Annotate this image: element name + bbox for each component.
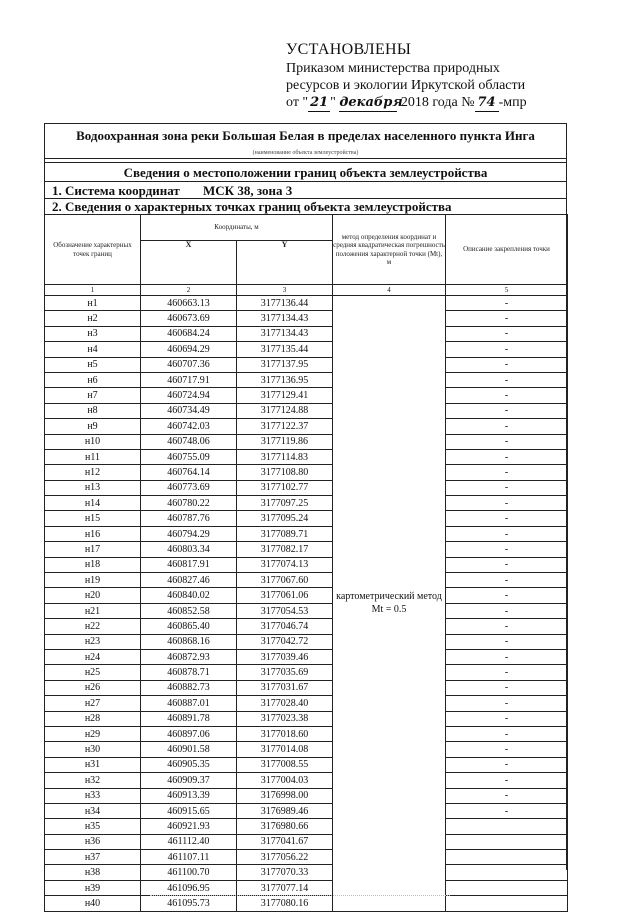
- y-coordinate-cell: 3177028.40: [237, 696, 333, 711]
- x-coordinate-cell: 460803.34: [141, 542, 237, 557]
- y-coordinate-cell: 3177014.08: [237, 742, 333, 757]
- object-caption: (наименование объекта землеустройства): [252, 150, 359, 156]
- point-id-cell: н19: [45, 573, 141, 588]
- point-id-cell: н22: [45, 619, 141, 634]
- y-coordinate-cell: 3177070.33: [237, 865, 333, 880]
- y-coordinate-cell: 3177023.38: [237, 711, 333, 726]
- description-cell: [446, 880, 568, 895]
- table-row: [45, 773, 568, 788]
- point-id-cell: н10: [45, 434, 141, 449]
- table-row: [45, 726, 568, 741]
- point-id-cell: н35: [45, 819, 141, 834]
- x-coordinate-cell: 460748.06: [141, 434, 237, 449]
- coord-system-value: МСК 38, зона 3: [203, 183, 293, 198]
- point-id-cell: н8: [45, 403, 141, 418]
- y-coordinate-cell: 3176989.46: [237, 803, 333, 818]
- coord-system-label: 1. Система координат: [52, 183, 180, 198]
- y-coordinate-cell: 3177018.60: [237, 726, 333, 741]
- table-row: [45, 634, 568, 649]
- table-row: [45, 403, 568, 418]
- x-coordinate-cell: 460717.91: [141, 372, 237, 387]
- table-row: [45, 696, 568, 711]
- point-id-cell: н27: [45, 696, 141, 711]
- description-cell: -: [446, 419, 568, 434]
- table-row: [45, 880, 568, 895]
- y-coordinate-cell: 3177046.74: [237, 619, 333, 634]
- description-cell: -: [446, 634, 568, 649]
- point-id-cell: н2: [45, 311, 141, 326]
- description-cell: -: [446, 511, 568, 526]
- divider: [44, 162, 567, 163]
- y-coordinate-cell: 3177054.53: [237, 603, 333, 618]
- point-id-cell: н25: [45, 665, 141, 680]
- description-cell: -: [446, 803, 568, 818]
- table-row: [45, 296, 568, 311]
- x-coordinate-cell: 460921.93: [141, 819, 237, 834]
- x-coordinate-cell: 460742.03: [141, 419, 237, 434]
- column-numbers-row: [45, 285, 568, 296]
- table-row: [45, 357, 568, 372]
- table-row: [45, 526, 568, 541]
- y-coordinate-cell: 3177136.95: [237, 372, 333, 387]
- section-title: Сведения о местоположении границ объекта землеустройства: [123, 165, 488, 180]
- column-number: 5: [446, 285, 568, 296]
- order-suffix: -мпр: [498, 95, 527, 110]
- y-coordinate-cell: 3177135.44: [237, 342, 333, 357]
- x-coordinate-cell: 460694.29: [141, 342, 237, 357]
- point-id-cell: н39: [45, 880, 141, 895]
- point-id-cell: н1: [45, 296, 141, 311]
- point-id-cell: н32: [45, 773, 141, 788]
- description-cell: [446, 896, 568, 911]
- y-coordinate-cell: 3177129.41: [237, 388, 333, 403]
- point-id-cell: н11: [45, 449, 141, 464]
- table-row: [45, 419, 568, 434]
- y-coordinate-cell: 3177119.86: [237, 434, 333, 449]
- y-coordinate-cell: 3177031.67: [237, 680, 333, 695]
- table-row: [45, 711, 568, 726]
- description-cell: -: [446, 449, 568, 464]
- x-coordinate-cell: 460794.29: [141, 526, 237, 541]
- description-cell: -: [446, 680, 568, 695]
- table-row: [45, 311, 568, 326]
- table-row: [45, 680, 568, 695]
- point-id-cell: н40: [45, 896, 141, 911]
- column-number: 4: [333, 285, 446, 296]
- approval-header: [286, 40, 616, 112]
- approval-title: УСТАНОВЛЕНЫ: [286, 41, 412, 58]
- x-coordinate-cell: 460901.58: [141, 742, 237, 757]
- x-coordinate-cell: 460887.01: [141, 696, 237, 711]
- x-coordinate-cell: 460882.73: [141, 680, 237, 695]
- date-month: декабря: [339, 95, 403, 110]
- description-cell: -: [446, 542, 568, 557]
- x-coordinate-cell: 460780.22: [141, 496, 237, 511]
- date-quote: ": [330, 95, 336, 110]
- table-row: [45, 649, 568, 664]
- header-description: Описание закрепления точки: [446, 215, 568, 285]
- header-y: Y: [237, 241, 333, 285]
- y-coordinate-cell: 3177056.22: [237, 850, 333, 865]
- y-coordinate-cell: 3177108.80: [237, 465, 333, 480]
- x-coordinate-cell: 460787.76: [141, 511, 237, 526]
- y-coordinate-cell: 3177124.88: [237, 403, 333, 418]
- point-id-cell: н18: [45, 557, 141, 572]
- point-id-cell: н5: [45, 357, 141, 372]
- table-row: [45, 511, 568, 526]
- y-coordinate-cell: 3177097.25: [237, 496, 333, 511]
- x-coordinate-cell: 460817.91: [141, 557, 237, 572]
- x-coordinate-cell: 460872.93: [141, 649, 237, 664]
- point-id-cell: н6: [45, 372, 141, 387]
- x-coordinate-cell: 461096.95: [141, 880, 237, 895]
- y-coordinate-cell: 3177074.13: [237, 557, 333, 572]
- description-cell: -: [446, 480, 568, 495]
- description-cell: -: [446, 403, 568, 418]
- point-id-cell: н20: [45, 588, 141, 603]
- x-coordinate-cell: 460724.94: [141, 388, 237, 403]
- point-id-cell: н16: [45, 526, 141, 541]
- description-cell: [446, 850, 568, 865]
- point-id-cell: н37: [45, 850, 141, 865]
- approval-date-line: [286, 94, 616, 112]
- column-number: 3: [237, 285, 333, 296]
- table-row: [45, 388, 568, 403]
- point-id-cell: н3: [45, 326, 141, 341]
- point-id-cell: н29: [45, 726, 141, 741]
- table-row: [45, 619, 568, 634]
- x-coordinate-cell: 460915.65: [141, 803, 237, 818]
- x-coordinate-cell: 460734.49: [141, 403, 237, 418]
- y-coordinate-cell: 3177137.95: [237, 357, 333, 372]
- table-row: [45, 496, 568, 511]
- point-id-cell: н12: [45, 465, 141, 480]
- y-coordinate-cell: 3176998.00: [237, 788, 333, 803]
- x-coordinate-cell: 460707.36: [141, 357, 237, 372]
- table-row: [45, 788, 568, 803]
- y-coordinate-cell: 3177004.03: [237, 773, 333, 788]
- y-coordinate-cell: 3177041.67: [237, 834, 333, 849]
- x-coordinate-cell: 460673.69: [141, 311, 237, 326]
- x-coordinate-cell: 460865.40: [141, 619, 237, 634]
- point-id-cell: н26: [45, 680, 141, 695]
- points-section-label: 2. Сведения о характерных точках границ объекта землеустройства: [52, 199, 452, 214]
- table-row: [45, 803, 568, 818]
- description-cell: -: [446, 588, 568, 603]
- y-coordinate-cell: 3176980.66: [237, 819, 333, 834]
- date-from-prefix: от ": [286, 95, 309, 110]
- table-row: [45, 372, 568, 387]
- x-coordinate-cell: 461112.40: [141, 834, 237, 849]
- x-coordinate-cell: 460840.02: [141, 588, 237, 603]
- x-coordinate-cell: 460913.39: [141, 788, 237, 803]
- x-coordinate-cell: 460755.09: [141, 449, 237, 464]
- header-method: метод определения координат и средняя квадратическая погрешность положения характерной точки (Mt), м: [333, 215, 446, 285]
- description-cell: -: [446, 357, 568, 372]
- y-coordinate-cell: 3177061.06: [237, 588, 333, 603]
- point-id-cell: н15: [45, 511, 141, 526]
- order-number: 74: [475, 94, 499, 112]
- column-number: 1: [45, 285, 141, 296]
- table-row: [45, 850, 568, 865]
- point-id-cell: н30: [45, 742, 141, 757]
- date-year: 2018 года №: [400, 95, 475, 110]
- point-id-cell: н36: [45, 834, 141, 849]
- y-coordinate-cell: 3177080.16: [237, 896, 333, 911]
- x-coordinate-cell: 460684.24: [141, 326, 237, 341]
- table-row: [45, 449, 568, 464]
- x-coordinate-cell: 460891.78: [141, 711, 237, 726]
- x-coordinate-cell: 461107.11: [141, 850, 237, 865]
- table-row: [45, 588, 568, 603]
- table-row: [45, 742, 568, 757]
- description-cell: -: [446, 296, 568, 311]
- table-row: [45, 665, 568, 680]
- description-cell: [446, 865, 568, 880]
- x-coordinate-cell: 460773.69: [141, 480, 237, 495]
- approval-line-2: ресурсов и экологии Иркутской области: [286, 78, 526, 93]
- table-row: [45, 573, 568, 588]
- table-row: [45, 603, 568, 618]
- point-id-cell: н33: [45, 788, 141, 803]
- object-title: Водоохранная зона реки Большая Белая в пределах населенного пункта Инга: [76, 128, 535, 143]
- y-coordinate-cell: 3177077.14: [237, 880, 333, 895]
- description-cell: [446, 834, 568, 849]
- x-coordinate-cell: 461095.73: [141, 896, 237, 911]
- description-cell: -: [446, 342, 568, 357]
- table-row: [45, 465, 568, 480]
- x-coordinate-cell: 460897.06: [141, 726, 237, 741]
- point-id-cell: н38: [45, 865, 141, 880]
- y-coordinate-cell: 3177122.37: [237, 419, 333, 434]
- table-row: [45, 480, 568, 495]
- description-cell: -: [446, 434, 568, 449]
- description-cell: -: [446, 326, 568, 341]
- table-row: [45, 326, 568, 341]
- y-coordinate-cell: 3177082.17: [237, 542, 333, 557]
- table-row: [45, 757, 568, 772]
- description-cell: -: [446, 788, 568, 803]
- description-cell: -: [446, 649, 568, 664]
- description-cell: -: [446, 557, 568, 572]
- point-id-cell: н28: [45, 711, 141, 726]
- description-cell: -: [446, 465, 568, 480]
- y-coordinate-cell: 3177134.43: [237, 326, 333, 341]
- table-row: [45, 896, 568, 911]
- point-id-cell: н9: [45, 419, 141, 434]
- description-cell: -: [446, 726, 568, 741]
- x-coordinate-cell: 460663.13: [141, 296, 237, 311]
- point-id-cell: н31: [45, 757, 141, 772]
- x-coordinate-cell: 461100.70: [141, 865, 237, 880]
- y-coordinate-cell: 3177095.24: [237, 511, 333, 526]
- x-coordinate-cell: 460852.58: [141, 603, 237, 618]
- description-cell: -: [446, 711, 568, 726]
- point-id-cell: н4: [45, 342, 141, 357]
- divider: [44, 158, 567, 159]
- y-coordinate-cell: 3177134.43: [237, 311, 333, 326]
- description-cell: -: [446, 388, 568, 403]
- description-cell: -: [446, 603, 568, 618]
- y-coordinate-cell: 3177136.44: [237, 296, 333, 311]
- description-cell: -: [446, 757, 568, 772]
- description-cell: -: [446, 773, 568, 788]
- y-coordinate-cell: 3177039.46: [237, 649, 333, 664]
- y-coordinate-cell: 3177102.77: [237, 480, 333, 495]
- description-cell: -: [446, 311, 568, 326]
- point-id-cell: н17: [45, 542, 141, 557]
- table-row: [45, 434, 568, 449]
- y-coordinate-cell: 3177035.69: [237, 665, 333, 680]
- table-row: [45, 557, 568, 572]
- y-coordinate-cell: 3177042.72: [237, 634, 333, 649]
- header-coordinates: Координаты, м: [141, 215, 333, 241]
- description-cell: -: [446, 496, 568, 511]
- point-id-cell: н14: [45, 496, 141, 511]
- date-day: 21: [310, 95, 329, 110]
- divider: [44, 181, 567, 182]
- description-cell: [446, 819, 568, 834]
- y-coordinate-cell: 3177008.55: [237, 757, 333, 772]
- table-row: [45, 819, 568, 834]
- point-id-cell: н7: [45, 388, 141, 403]
- x-coordinate-cell: 460827.46: [141, 573, 237, 588]
- scan-artifact: [150, 895, 450, 898]
- description-cell: -: [446, 372, 568, 387]
- description-cell: -: [446, 742, 568, 757]
- description-cell: -: [446, 619, 568, 634]
- point-id-cell: н24: [45, 649, 141, 664]
- header-x: X: [141, 241, 237, 285]
- table-row: [45, 342, 568, 357]
- header-designation: Обозначение характерных точек границ: [45, 215, 141, 285]
- point-id-cell: н21: [45, 603, 141, 618]
- description-cell: -: [446, 696, 568, 711]
- table-row: [45, 865, 568, 880]
- table-body: [45, 285, 568, 912]
- x-coordinate-cell: 460868.16: [141, 634, 237, 649]
- description-cell: -: [446, 573, 568, 588]
- approval-line-1: Приказом министерства природных: [286, 61, 500, 76]
- x-coordinate-cell: 460764.14: [141, 465, 237, 480]
- point-id-cell: н13: [45, 480, 141, 495]
- x-coordinate-cell: 460878.71: [141, 665, 237, 680]
- column-number: 2: [141, 285, 237, 296]
- x-coordinate-cell: 460909.37: [141, 773, 237, 788]
- table-row: [45, 542, 568, 557]
- description-cell: -: [446, 665, 568, 680]
- point-id-cell: н23: [45, 634, 141, 649]
- y-coordinate-cell: 3177114.83: [237, 449, 333, 464]
- table-row: [45, 834, 568, 849]
- y-coordinate-cell: 3177089.71: [237, 526, 333, 541]
- y-coordinate-cell: 3177067.60: [237, 573, 333, 588]
- coordinates-table: [44, 214, 568, 912]
- method-cell: картометрический метод Mt = 0.5: [333, 296, 446, 912]
- description-cell: -: [446, 526, 568, 541]
- point-id-cell: н34: [45, 803, 141, 818]
- x-coordinate-cell: 460905.35: [141, 757, 237, 772]
